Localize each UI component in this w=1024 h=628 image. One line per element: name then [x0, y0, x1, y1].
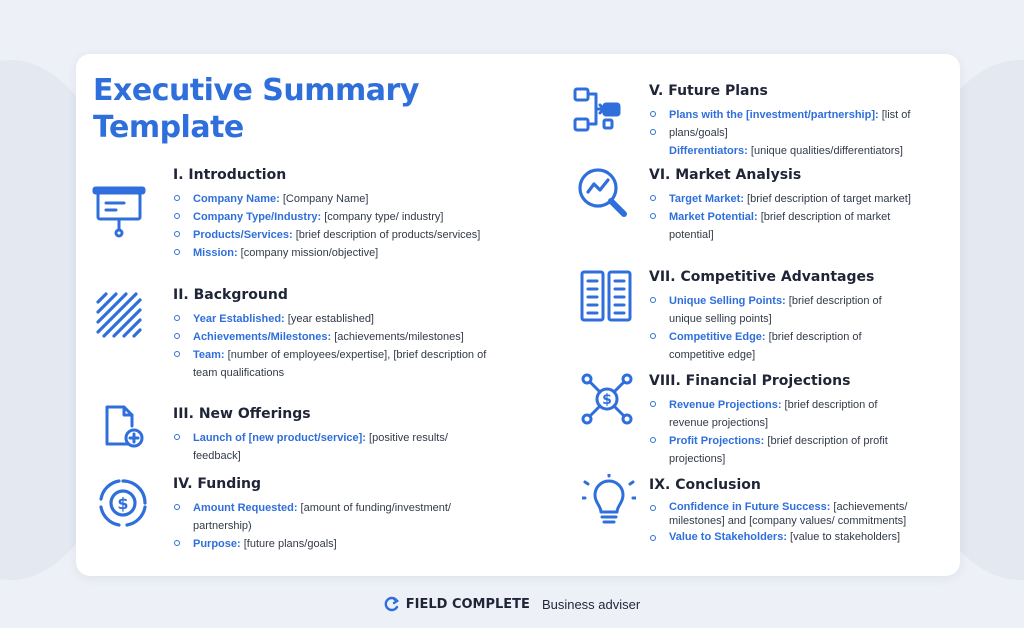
- section-heading: I. Introduction: [173, 167, 287, 183]
- section-introduction: [173, 166, 523, 262]
- section-heading: III. New Offerings: [173, 406, 311, 422]
- list-item: Achievements/Milestones: [achievements/milestones]: [173, 328, 503, 346]
- svg-text:$: $: [117, 494, 129, 513]
- section-heading: VI. Market Analysis: [649, 167, 802, 183]
- list-item: Launch of [new product/service]: [positive results/ feedback]: [173, 429, 483, 465]
- section-heading: IV. Funding: [173, 476, 262, 492]
- section-market-analysis: [649, 166, 911, 244]
- checklist-icon: [578, 268, 634, 324]
- svg-text:$: $: [602, 392, 612, 408]
- list-item: Team: [number of employees/expertise], [brief description of team qualifications: [173, 346, 503, 382]
- section-future-plans: [649, 82, 939, 160]
- title-line-2: Template: [93, 110, 244, 145]
- section-heading: V. Future Plans: [649, 83, 768, 99]
- section-heading: VIII. Financial Projections: [649, 373, 851, 389]
- list-item: Confidence in Future Success: [achievements/ milestones] and [company values/ commitments]: [649, 500, 929, 528]
- list-item: Revenue Projections: [brief description of revenue projections]: [649, 396, 911, 432]
- section-heading: II. Background: [173, 287, 288, 303]
- footer: [0, 592, 1024, 616]
- section-heading: VII. Competitive Advantages: [649, 269, 875, 285]
- field-complete-logo-icon: [384, 596, 400, 612]
- diagonal-stripes-icon: [94, 290, 142, 338]
- title-line-1: Executive Summary: [93, 73, 419, 108]
- list-item: Amount Requested: [amount of funding/investment/ partnership): [173, 499, 483, 535]
- section-financial-projections: [649, 372, 911, 468]
- financial-network-icon: [580, 372, 634, 426]
- market-analysis-icon: [574, 164, 630, 220]
- brand-name: FIELD COMPLETE: [405, 596, 530, 612]
- page-title: [93, 72, 493, 146]
- list-item: Company Type/Industry: [company type/ industry]: [173, 208, 523, 226]
- section-competitive-advantages: [649, 268, 911, 364]
- presentation-board-icon: [90, 182, 148, 240]
- list-item: Competitive Edge: [brief description of competitive edge]: [649, 328, 911, 364]
- list-item: Market Potential: [brief description of market potential]: [649, 208, 911, 244]
- list-item: Purpose: [future plans/goals]: [173, 535, 483, 553]
- section-new-offerings: [173, 405, 483, 465]
- section-heading: IX. Conclusion: [649, 477, 761, 493]
- list-item: Mission: [company mission/objective]: [173, 244, 523, 262]
- list-item: Products/Services: [brief description of products/services]: [173, 226, 523, 244]
- section-background: [173, 286, 503, 382]
- list-item: plans/goals]: [649, 124, 939, 142]
- list-item: Target Market: [brief description of target market]: [649, 190, 911, 208]
- brand-tagline: Business adviser: [541, 596, 641, 612]
- process-flow-icon: [572, 86, 622, 134]
- new-document-icon: [98, 402, 148, 452]
- list-item: Differentiators: [unique qualities/differentiators]: [669, 145, 903, 157]
- lightbulb-icon: [582, 474, 636, 530]
- list-item: Unique Selling Points: [brief description of unique selling points]: [649, 292, 911, 328]
- list-item: Company Name: [Company Name]: [173, 190, 523, 208]
- funding-dollar-icon: [96, 476, 150, 530]
- section-conclusion: [649, 476, 929, 544]
- section-funding: [173, 475, 483, 553]
- list-item: Year Established: [year established]: [173, 310, 503, 328]
- list-item: Profit Projections: [brief description of profit projections]: [649, 432, 911, 468]
- list-item: Plans with the [investment/partnership]: [list of: [649, 106, 939, 124]
- list-item: Value to Stakeholders: [value to stakeholders]: [649, 530, 929, 544]
